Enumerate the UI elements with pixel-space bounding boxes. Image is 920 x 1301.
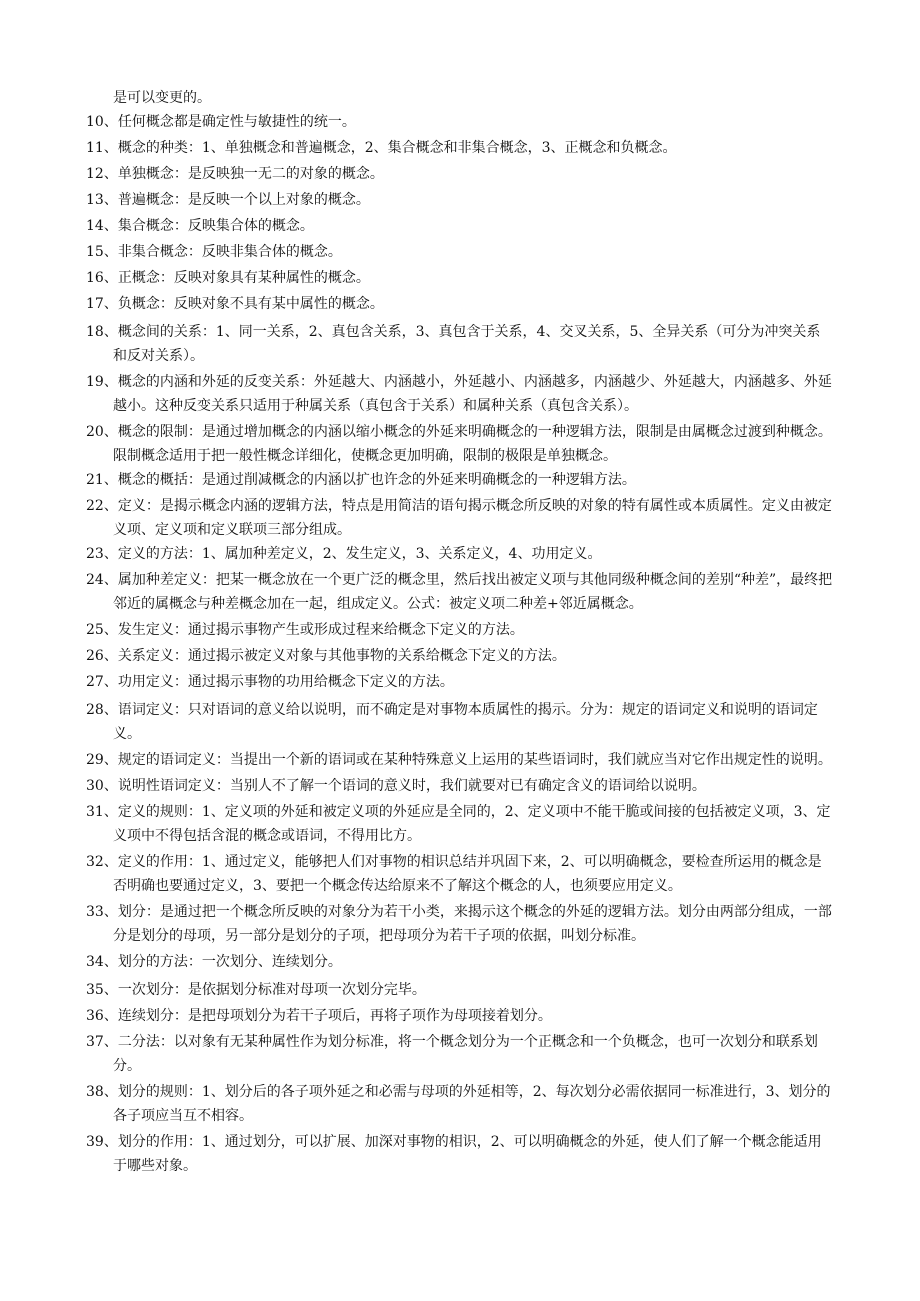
list-item-39 bbox=[86, 1130, 834, 1178]
item-text: 概念间的关系：1、同一关系，2、真包含关系，3、真包含于关系，4、交叉关系，5、全异关系（可分为冲突关系和反对关系）。 bbox=[113, 324, 821, 364]
item-text: 一次划分：是依据划分标准对母项一次划分完毕。 bbox=[117, 982, 426, 998]
document-body bbox=[86, 86, 834, 1178]
list-item-32 bbox=[86, 850, 834, 898]
item-number: 15、 bbox=[86, 244, 118, 260]
item-text: 正概念：反映对象具有某种属性的概念。 bbox=[117, 270, 370, 286]
item-number: 35、 bbox=[86, 982, 118, 998]
list-item-18 bbox=[86, 320, 834, 368]
item-number: 16、 bbox=[86, 270, 118, 286]
list-item-35 bbox=[86, 978, 834, 1002]
list-item-38 bbox=[86, 1080, 834, 1128]
list-item-28 bbox=[86, 698, 834, 746]
list-item-33 bbox=[86, 900, 834, 948]
list-item-20 bbox=[86, 420, 834, 468]
list-item-16 bbox=[86, 266, 834, 290]
list-item-30 bbox=[86, 774, 834, 798]
list-item-37 bbox=[86, 1030, 834, 1078]
item-text: 概念的内涵和外延的反变关系：外延越大、内涵越小，外延越小、内涵越多，内涵越少、外延越大，内涵越多、外延越小。这种反变关系只适用于种属关系（真包含于关系）和属种关系（真包含关系）。 bbox=[113, 374, 832, 414]
item-text: 概念的概括：是通过削减概念的内涵以扩也许念的外延来明确概念的一种逻辑方法。 bbox=[117, 472, 636, 488]
item-number: 32、 bbox=[86, 854, 118, 870]
list-item-25 bbox=[86, 618, 834, 642]
item-number: 29、 bbox=[86, 752, 118, 768]
list-item-17 bbox=[86, 292, 834, 316]
item-text: 非集合概念：反映非集合体的概念。 bbox=[117, 244, 342, 260]
item-number: 28、 bbox=[86, 702, 118, 718]
list-item-26 bbox=[86, 644, 834, 668]
item-text: 划分的方法：一次划分、连续划分。 bbox=[117, 954, 342, 970]
item-text: 连续划分：是把母项划分为若干子项后，再将子项作为母项接着划分。 bbox=[117, 1008, 552, 1024]
item-number: 39、 bbox=[86, 1134, 118, 1150]
item-text: 集合概念：反映集合体的概念。 bbox=[117, 218, 314, 234]
item-text: 单独概念：是反映独一无二的对象的概念。 bbox=[117, 166, 384, 182]
intro-continuation: 是可以变更的。 bbox=[113, 90, 211, 106]
item-number: 22、 bbox=[86, 498, 118, 514]
item-text: 关系定义：通过揭示被定义对象与其他事物的关系给概念下定义的方法。 bbox=[117, 648, 566, 664]
item-number: 34、 bbox=[86, 954, 118, 970]
item-number: 11、 bbox=[86, 140, 118, 156]
item-number: 24、 bbox=[86, 572, 118, 588]
item-number: 13、 bbox=[86, 192, 118, 208]
item-number: 10、 bbox=[86, 114, 118, 130]
item-number: 36、 bbox=[86, 1008, 118, 1024]
item-text: 概念的种类：1、单独概念和普遍概念，2、集合概念和非集合概念，3、正概念和负概念。 bbox=[117, 140, 677, 156]
item-text: 语词定义：只对语词的意义给以说明，而不确定是对事物本质属性的揭示。分为：规定的语词定义和说明的语词定义。 bbox=[113, 702, 818, 742]
item-text: 任何概念都是确定性与敏捷性的统一。 bbox=[117, 114, 356, 130]
item-text: 普遍概念：是反映一个以上对象的概念。 bbox=[117, 192, 370, 208]
item-text: 划分的规则：1、划分后的各子项外延之和必需与母项的外延相等，2、每次划分必需依据同一标准进行，3、划分的各子项应当互不相容。 bbox=[113, 1084, 831, 1124]
list-item-22 bbox=[86, 494, 834, 542]
item-text: 划分：是通过把一个概念所反映的对象分为若干小类，来揭示这个概念的外延的逻辑方法。划分由两部分组成，一部分是划分的母项，另一部分是划分的子项，把母项分为若干子项的依据，叫划分标准。 bbox=[113, 904, 832, 944]
list-item-36 bbox=[86, 1004, 834, 1028]
list-item-29 bbox=[86, 748, 834, 772]
item-number: 33、 bbox=[86, 904, 118, 920]
list-item-12 bbox=[86, 162, 834, 186]
item-number: 23、 bbox=[86, 546, 118, 562]
list-item-24 bbox=[86, 568, 834, 616]
item-text: 划分的作用：1、通过划分，可以扩展、加深对事物的相识，2、可以明确概念的外延，使人们了解一个概念能适用于哪些对象。 bbox=[113, 1134, 822, 1174]
item-number: 17、 bbox=[86, 296, 118, 312]
item-text: 规定的语词定义：当提出一个新的语词或在某种特殊意义上运用的某些语词时，我们就应当对它作出规定性的说明。 bbox=[117, 752, 832, 768]
item-number: 30、 bbox=[86, 778, 118, 794]
item-text: 定义的规则：1、定义项的外延和被定义项的外延应是全同的，2、定义项中不能干脆或间接的包括被定义项，3、定义项中不得包括含混的概念或语词，不得用比方。 bbox=[113, 804, 831, 844]
item-number: 27、 bbox=[86, 674, 118, 690]
list-item-11 bbox=[86, 136, 834, 160]
item-text: 负概念：反映对象不具有某中属性的概念。 bbox=[117, 296, 384, 312]
item-number: 18、 bbox=[86, 324, 118, 340]
list-item-34 bbox=[86, 950, 834, 974]
list-item-15 bbox=[86, 240, 834, 264]
list-item-21 bbox=[86, 468, 834, 492]
item-text: 说明性语词定义：当别人不了解一个语词的意义时，我们就要对已有确定含义的语词给以说明。 bbox=[117, 778, 706, 794]
item-number: 25、 bbox=[86, 622, 118, 638]
list-item-19 bbox=[86, 370, 834, 418]
item-number: 20、 bbox=[86, 424, 118, 440]
item-number: 14、 bbox=[86, 218, 118, 234]
item-number: 37、 bbox=[86, 1034, 118, 1050]
list-item-14 bbox=[86, 214, 834, 238]
item-text: 定义的作用：1、通过定义，能够把人们对事物的相识总结并巩固下来，2、可以明确概念，要检查所运用的概念是否明确也要通过定义，3、要把一个概念传达给原来不了解这个概念的人，也须要应用定义。 bbox=[113, 854, 822, 894]
item-number: 19、 bbox=[86, 374, 118, 390]
list-item-13 bbox=[86, 188, 834, 212]
item-text: 属加种差定义：把某一概念放在一个更广泛的概念里，然后找出被定义项与其他同级种概念间的差别“种差”，最终把邻近的属概念与种差概念加在一起，组成定义。公式：被定义项二种差+邻近属概念。 bbox=[113, 572, 833, 612]
item-number: 26、 bbox=[86, 648, 118, 664]
item-number: 12、 bbox=[86, 166, 118, 182]
item-text: 定义：是揭示概念内涵的逻辑方法，特点是用简洁的语句揭示概念所反映的对象的特有属性或本质属性。定义由被定义项、定义项和定义联项三部分组成。 bbox=[113, 498, 832, 538]
item-text: 概念的限制：是通过增加概念的内涵以缩小概念的外延来明确概念的一种逻辑方法，限制是由属概念过渡到种概念。限制概念适用于把一般性概念详细化，使概念更加明确，限制的极限是单独概念。 bbox=[113, 424, 832, 464]
item-text: 二分法：以对象有无某种属性作为划分标准，将一个概念划分为一个正概念和一个负概念，也可一次划分和联系划分。 bbox=[113, 1034, 818, 1074]
list-item-31 bbox=[86, 800, 834, 848]
list-item-23 bbox=[86, 542, 834, 566]
item-text: 定义的方法：1、属加种差定义，2、发生定义，3、关系定义，4、功用定义。 bbox=[117, 546, 602, 562]
item-number: 31、 bbox=[86, 804, 118, 820]
item-number: 38、 bbox=[86, 1084, 118, 1100]
list-item-10 bbox=[86, 110, 834, 134]
item-text: 发生定义：通过揭示事物产生或形成过程来给概念下定义的方法。 bbox=[117, 622, 524, 638]
list-item-27 bbox=[86, 670, 834, 694]
item-number: 21、 bbox=[86, 472, 118, 488]
item-text: 功用定义：通过揭示事物的功用给概念下定义的方法。 bbox=[117, 674, 454, 690]
